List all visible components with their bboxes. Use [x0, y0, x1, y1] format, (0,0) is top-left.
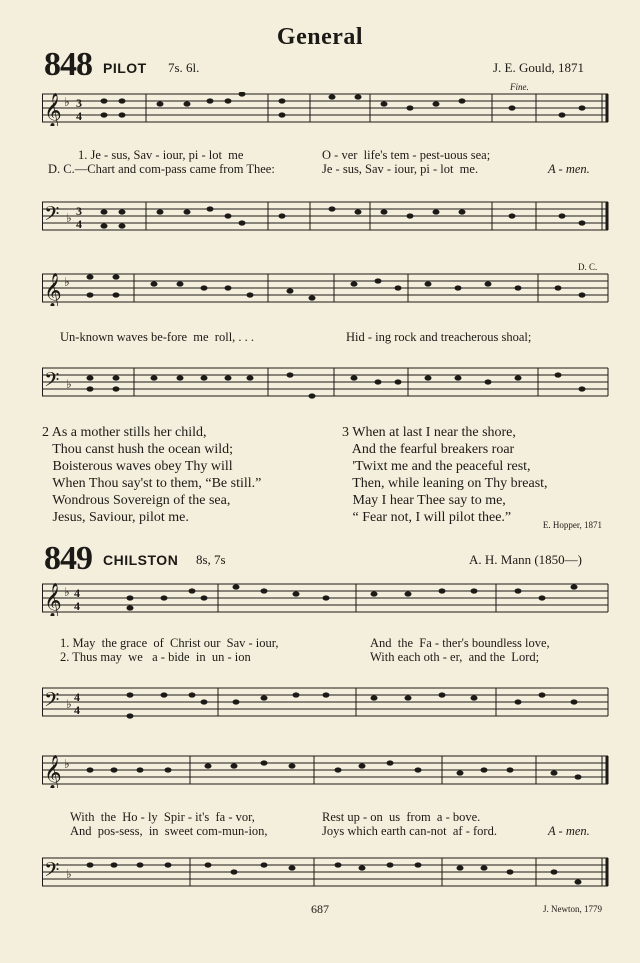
hymn-number: 848 — [44, 46, 92, 83]
svg-text:4: 4 — [76, 217, 82, 231]
lyric-line: And pos-sess, in sweet com-mun-ion, — [70, 824, 268, 838]
svg-text:3: 3 — [76, 204, 82, 218]
svg-text:♭: ♭ — [66, 211, 72, 225]
hymn-number: 849 — [44, 540, 92, 577]
svg-text:4: 4 — [74, 690, 80, 704]
music-staff-bass — [42, 856, 610, 890]
svg-text:♭: ♭ — [64, 95, 70, 109]
amen-label: A - men. — [548, 162, 590, 176]
svg-text:𝄞: 𝄞 — [44, 94, 62, 126]
lyric-line: With each oth - er, and the Lord; — [370, 650, 540, 664]
music-staff-bass — [42, 200, 610, 234]
music-staff-treble — [42, 92, 610, 126]
composer-credit: J. E. Gould, 1871 — [493, 60, 584, 75]
music-staff-bass — [42, 366, 610, 400]
svg-text:4: 4 — [74, 703, 80, 717]
lyric-line: Hid - ing rock and treacherous shoal; — [346, 330, 532, 344]
music-staff-treble — [42, 582, 610, 616]
svg-text:𝄢: 𝄢 — [44, 860, 60, 886]
dc-mark: D. C. — [578, 262, 598, 272]
svg-text:♭: ♭ — [66, 697, 72, 711]
svg-text:♭: ♭ — [64, 757, 70, 771]
music-staff-treble — [42, 754, 610, 788]
svg-text:♭: ♭ — [64, 585, 70, 599]
svg-text:4: 4 — [76, 109, 82, 123]
meter: 7s. 6l. — [168, 60, 200, 75]
lyric-line: 2. Thus may we a - bide in un - ion — [60, 650, 251, 664]
svg-text:4: 4 — [74, 586, 80, 600]
svg-text:𝄢: 𝄢 — [44, 370, 60, 396]
page-number: 687 — [311, 902, 329, 916]
svg-text:4: 4 — [74, 599, 80, 613]
lyric-line: And the Fa - ther's boundless love, — [370, 636, 550, 650]
lyric-line: With the Ho - ly Spir - it's fa - vor, — [70, 810, 255, 824]
section-title: General — [276, 24, 364, 50]
tune-name: CHILSTON — [103, 552, 179, 568]
lyric-line: D. C.—Chart and com-pass came from Thee: — [48, 162, 275, 176]
tune-name: PILOT — [103, 60, 147, 76]
lyric-line: Joys which earth can-not af - ford. — [322, 824, 497, 838]
lyric-line: 1. May the grace of Christ our Sav - iour, — [60, 636, 279, 650]
lyric-line: Un-known waves be-fore me roll, . . . — [60, 330, 255, 344]
lyric-line: 1. Je - sus, Sav - iour, pi - lot me — [78, 148, 244, 162]
music-staff-bass — [42, 686, 610, 720]
svg-text:𝄢: 𝄢 — [44, 690, 60, 716]
music-staff-treble — [42, 272, 610, 306]
author-credit: E. Hopper, 1871 — [542, 520, 602, 530]
svg-text:♭: ♭ — [66, 377, 72, 391]
svg-text:♭: ♭ — [66, 867, 72, 881]
svg-text:3: 3 — [76, 96, 82, 110]
svg-text:𝄞: 𝄞 — [44, 756, 62, 788]
lyric-line: O - ver life's tem - pest-uous sea; — [322, 148, 491, 162]
composer-credit: A. H. Mann (1850—) — [468, 552, 582, 567]
amen-label: A - men. — [548, 824, 590, 838]
author-credit: J. Newton, 1779 — [543, 904, 602, 914]
fine-mark: Fine. — [510, 82, 529, 92]
lyric-line: Rest up - on us from a - bove. — [322, 810, 481, 824]
svg-text:𝄞: 𝄞 — [44, 584, 62, 616]
svg-text:𝄞: 𝄞 — [44, 274, 62, 306]
meter: 8s, 7s — [196, 552, 226, 567]
lyric-line: Je - sus, Sav - iour, pi - lot me. — [322, 162, 479, 176]
verse-2: 2 As a mother stills her child, Thou canst hush the ocean wild; Boisterous waves obey Thy will When Thou say'st to them, “Be still.” Wondrous Sovereign of the sea, Jesus, Saviour, pilot me. — [42, 425, 262, 525]
svg-text:♭: ♭ — [64, 275, 70, 289]
svg-text:𝄢: 𝄢 — [44, 204, 60, 230]
verse-3: 3 When at last I near the shore, And the fearful breakers roar 'Twixt me and the peaceful rest, Then, while leaning on Thy breast, May I hear Thee say to me, “ Fear not, I will pilot thee.” — [342, 425, 548, 525]
